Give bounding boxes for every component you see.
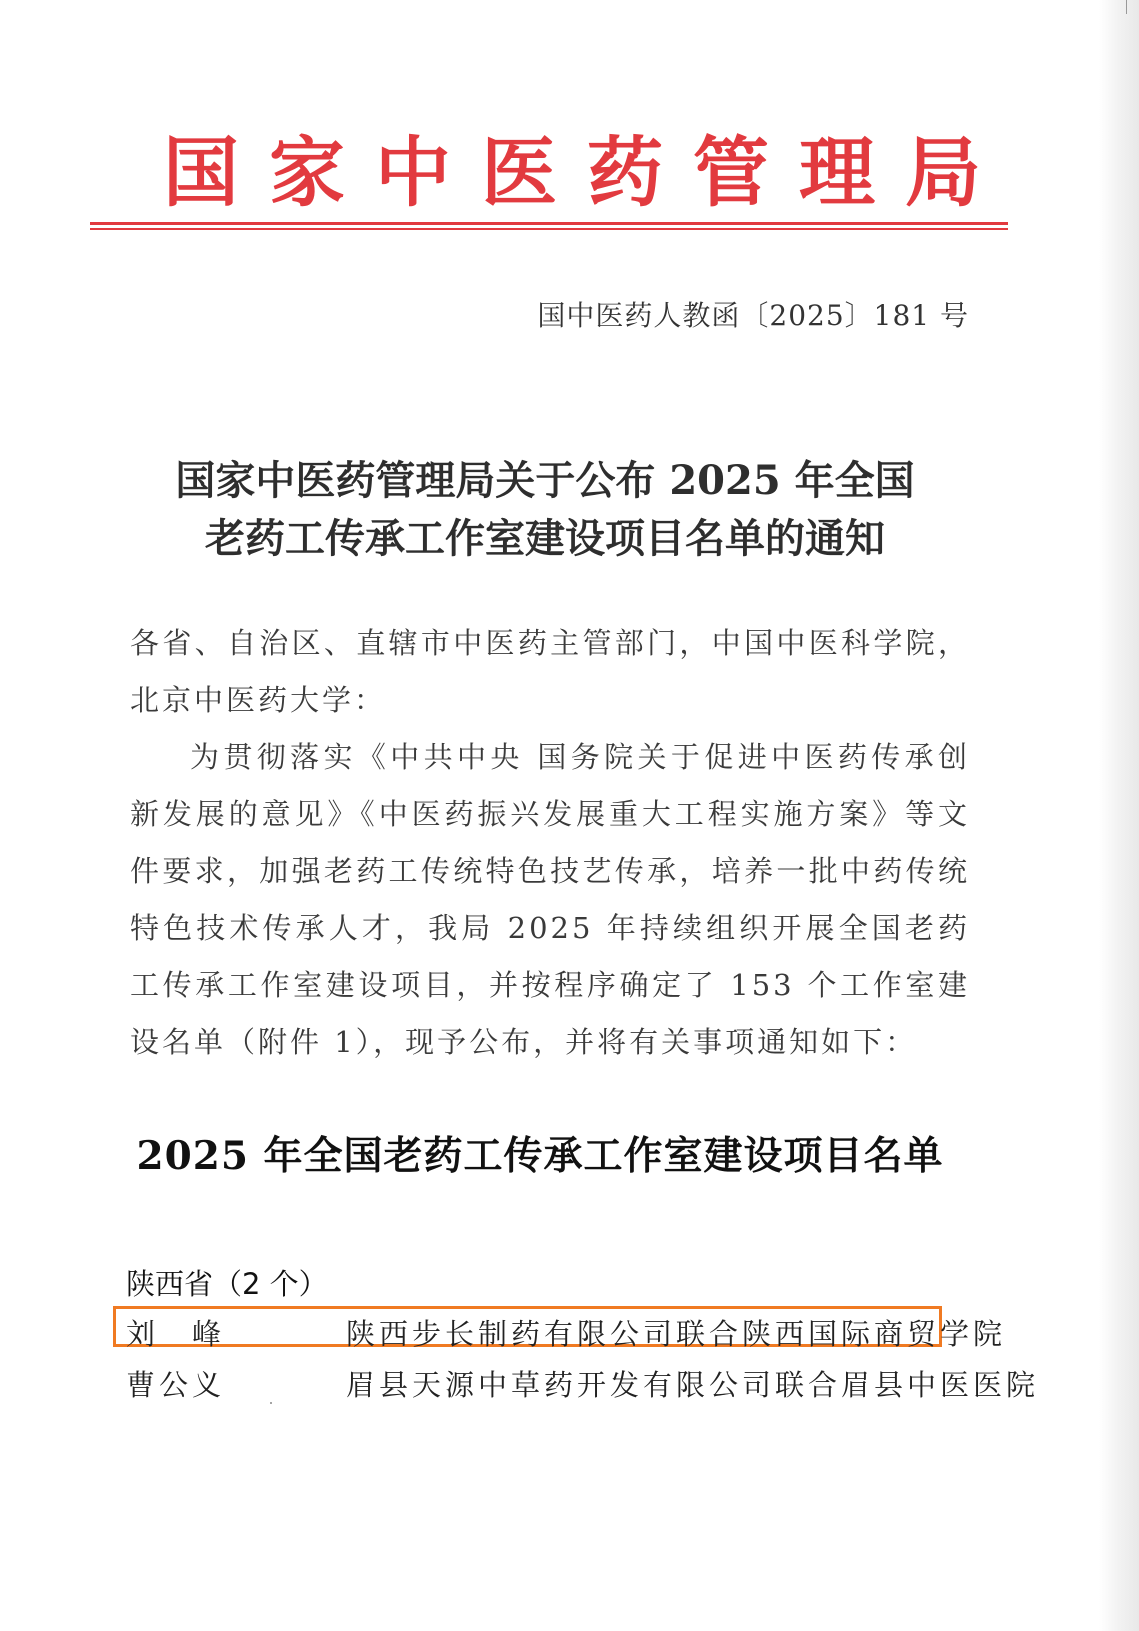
entry-organization: 眉县天源中草药开发有限公司联合眉县中医医院: [346, 1368, 1040, 1402]
notice-title-line-2: 老药工传承工作室建设项目名单的通知: [205, 515, 885, 562]
notice-body: [130, 615, 970, 1071]
entry-organization: 陕西步长制药有限公司联合陕西国际商贸学院: [346, 1317, 1007, 1351]
body-paragraph: 为贯彻落实《中共中央 国务院关于促进中医药传承创新发展的意见》《中医药振兴发展重大工程实施方案》等文件要求，加强老药工传统特色技艺传承，培养一批中药传统特色技术传承人才，我局 2025 年持续组织开展全国老药工传承工作室建设项目，并按程序确定了 153 个工作室建设名单（附件 1），现予公布，并将有关事项通知如下：: [130, 740, 970, 1059]
document-number: 国中医药人教函〔2025〕181 号: [537, 299, 969, 332]
list-entry: [126, 1312, 1007, 1352]
entry-name: 刘 峰: [126, 1317, 226, 1351]
recipients: 各省、自治区、直辖市中医药主管部门，中国中医科学院，北京中医药大学：: [130, 626, 970, 717]
corner-mark: [1126, 0, 1127, 14]
agency-header: 国家中医药管理局: [163, 128, 1011, 217]
notice-title-line-1: 国家中医药管理局关于公布 2025 年全国: [175, 457, 915, 504]
list-title: 2025 年全国老药工传承工作室建设项目名单: [136, 1133, 944, 1179]
scan-speck: [270, 1402, 272, 1404]
red-divider: [90, 222, 1008, 231]
list-entry: [126, 1363, 1040, 1403]
notice-title: [130, 452, 960, 568]
entry-name: 曹公义: [126, 1368, 226, 1402]
province-heading: 陕西省（2 个）: [126, 1267, 328, 1301]
red-divider-top: [90, 222, 1008, 225]
red-divider-bottom: [90, 228, 1008, 230]
page-edge-shadow: [1099, 0, 1139, 1631]
